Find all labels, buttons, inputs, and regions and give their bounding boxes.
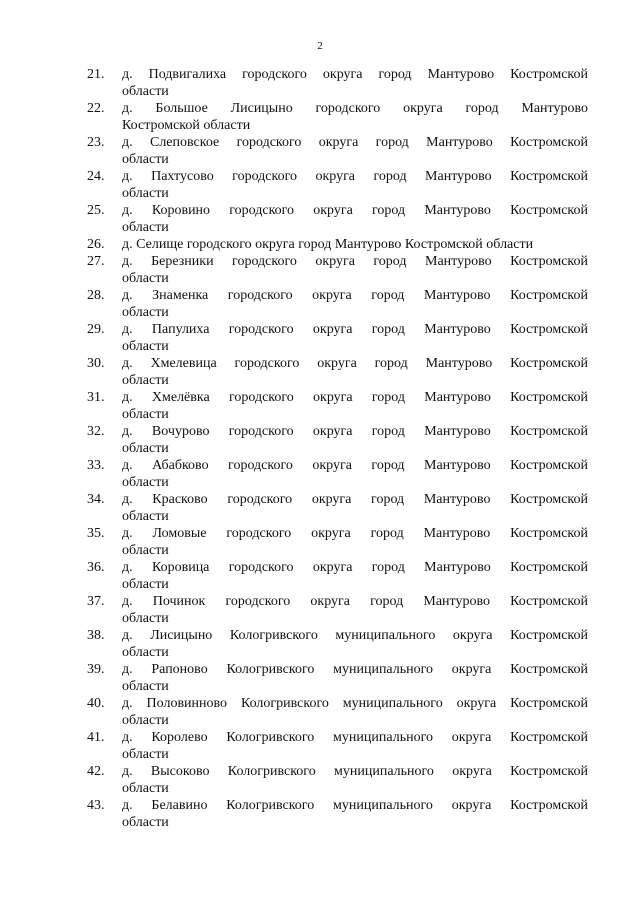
- item-text-line2: области: [122, 611, 169, 626]
- list-item: [87, 661, 588, 695]
- item-text-line2: области: [122, 475, 169, 490]
- item-number: 41.: [87, 730, 105, 745]
- item-text: [122, 253, 588, 287]
- list-item: [87, 763, 588, 797]
- item-text-line2: области: [122, 815, 169, 830]
- list-item: [87, 559, 588, 593]
- page-number: 2: [317, 40, 323, 52]
- list-item: [87, 134, 588, 168]
- item-number: 32.: [87, 424, 105, 439]
- item-text-line1: д. Рапоново Кологривского муниципального округа Костромской: [122, 662, 588, 677]
- item-text: [122, 355, 588, 389]
- list-item: [87, 236, 588, 253]
- item-number: 27.: [87, 254, 105, 269]
- item-text: [122, 287, 588, 321]
- list-item: [87, 525, 588, 559]
- item-text-line2: области: [122, 645, 169, 660]
- item-text-line1: д. Лисицыно Кологривского муниципального округа Костромской: [122, 628, 588, 643]
- item-text: [122, 202, 588, 236]
- item-text: [122, 236, 588, 253]
- settlement-list: [87, 66, 588, 831]
- list-item: [87, 593, 588, 627]
- item-text: [122, 695, 588, 729]
- item-text: [122, 797, 588, 831]
- item-text-line1: д. Хмелёвка городского округа город Мантурово Костромской: [122, 390, 588, 405]
- list-item: [87, 253, 588, 287]
- item-text-line1: д. Березники городского округа город Мантурово Костромской: [122, 254, 588, 269]
- item-text: [122, 66, 588, 100]
- item-number: 22.: [87, 101, 105, 116]
- item-text-line1: д. Слеповское городского округа город Мантурово Костромской: [122, 135, 588, 150]
- item-number: 37.: [87, 594, 105, 609]
- item-text-line1: д. Знаменка городского округа город Мантурово Костромской: [122, 288, 588, 303]
- item-text-line1: д. Вочурово городского округа город Мантурово Костромской: [122, 424, 588, 439]
- item-text-line2: области: [122, 339, 169, 354]
- list-item: [87, 627, 588, 661]
- item-text-line1: д. Коровино городского округа город Мантурово Костромской: [122, 203, 588, 218]
- item-text: [122, 100, 588, 134]
- item-text-line1: д. Селище городского округа город Мантурово Костромской области: [122, 237, 534, 252]
- item-number: 21.: [87, 67, 105, 82]
- item-number: 40.: [87, 696, 105, 711]
- item-text: [122, 491, 588, 525]
- item-text: [122, 627, 588, 661]
- item-text: [122, 593, 588, 627]
- item-text-line2: области: [122, 305, 169, 320]
- list-item: [87, 457, 588, 491]
- item-text: [122, 423, 588, 457]
- item-text-line2: области: [122, 84, 169, 99]
- item-text-line1: д. Королево Кологривского муниципального округа Костромской: [122, 730, 588, 745]
- list-item: [87, 202, 588, 236]
- item-text-line1: д. Пахтусово городского округа город Мантурово Костромской: [122, 169, 588, 184]
- item-text-line1: д. Коровица городского округа город Мантурово Костромской: [122, 560, 588, 575]
- item-text-line1: д. Половинново Кологривского муниципального округа Костромской: [122, 696, 588, 711]
- item-text-line2: области: [122, 220, 169, 235]
- item-text-line1: д. Подвигалиха городского округа город Мантурово Костромской: [122, 67, 588, 82]
- item-text-line2: области: [122, 713, 169, 728]
- item-text-line2: области: [122, 679, 169, 694]
- item-text-line2: области: [122, 186, 169, 201]
- item-text: [122, 321, 588, 355]
- list-item: [87, 287, 588, 321]
- item-text: [122, 457, 588, 491]
- item-text-line2: области: [122, 577, 169, 592]
- list-item: [87, 321, 588, 355]
- item-number: 34.: [87, 492, 105, 507]
- list-item: [87, 100, 588, 134]
- item-number: 36.: [87, 560, 105, 575]
- item-number: 30.: [87, 356, 105, 371]
- item-text: [122, 559, 588, 593]
- list-item: [87, 389, 588, 423]
- item-number: 29.: [87, 322, 105, 337]
- item-text: [122, 763, 588, 797]
- item-text: [122, 729, 588, 763]
- item-number: 38.: [87, 628, 105, 643]
- list-item: [87, 695, 588, 729]
- list-item: [87, 66, 588, 100]
- item-text-line2: Костромской области: [122, 118, 251, 133]
- list-item: [87, 797, 588, 831]
- item-text-line1: д. Красково городского округа город Мантурово Костромской: [122, 492, 588, 507]
- item-text-line2: области: [122, 747, 169, 762]
- item-text: [122, 389, 588, 423]
- item-number: 35.: [87, 526, 105, 541]
- item-text-line1: д. Хмелевица городского округа город Мантурово Костромской: [122, 356, 588, 371]
- item-number: 24.: [87, 169, 105, 184]
- item-text: [122, 525, 588, 559]
- item-text-line1: д. Большое Лисицыно городского округа город Мантурово: [122, 101, 588, 116]
- list-item: [87, 355, 588, 389]
- item-text: [122, 661, 588, 695]
- list-item: [87, 729, 588, 763]
- item-text-line2: области: [122, 271, 169, 286]
- item-text-line2: области: [122, 373, 169, 388]
- item-number: 26.: [87, 237, 105, 252]
- item-text-line2: области: [122, 441, 169, 456]
- item-number: 39.: [87, 662, 105, 677]
- item-number: 31.: [87, 390, 105, 405]
- item-text-line1: д. Папулиха городского округа город Мантурово Костромской: [122, 322, 588, 337]
- item-text-line1: д. Ломовые городского округа город Мантурово Костромской: [122, 526, 588, 541]
- item-number: 25.: [87, 203, 105, 218]
- item-text-line1: д. Абабково городского округа город Мантурово Костромской: [122, 458, 588, 473]
- item-text: [122, 134, 588, 168]
- list-item: [87, 423, 588, 457]
- list-item: [87, 491, 588, 525]
- item-number: 28.: [87, 288, 105, 303]
- item-text-line2: области: [122, 543, 169, 558]
- item-text-line2: области: [122, 152, 169, 167]
- item-text: [122, 168, 588, 202]
- item-number: 42.: [87, 764, 105, 779]
- item-number: 43.: [87, 798, 105, 813]
- item-text-line1: д. Высоково Кологривского муниципального округа Костромской: [122, 764, 588, 779]
- item-number: 23.: [87, 135, 105, 150]
- item-text-line1: д. Починок городского округа город Мантурово Костромской: [122, 594, 588, 609]
- item-text-line2: области: [122, 407, 169, 422]
- item-text-line2: области: [122, 781, 169, 796]
- item-text-line2: области: [122, 509, 169, 524]
- list-item: [87, 168, 588, 202]
- item-text-line1: д. Белавино Кологривского муниципального округа Костромской: [122, 798, 588, 813]
- item-number: 33.: [87, 458, 105, 473]
